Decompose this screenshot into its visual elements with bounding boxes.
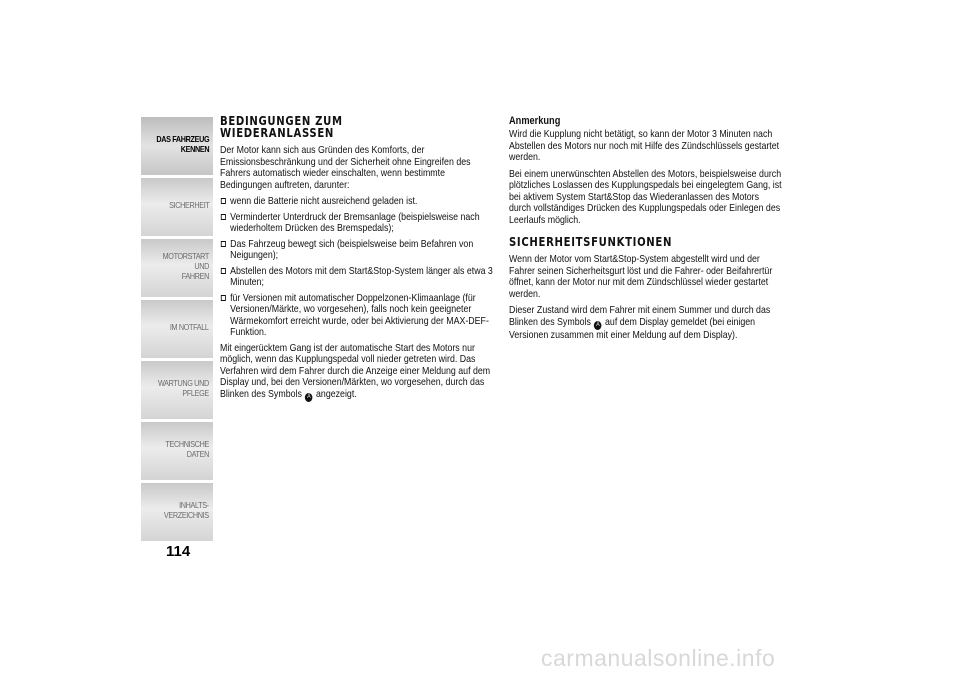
tab-im-notfall[interactable] — [141, 300, 213, 358]
note-paragraph: Bei einem unerwünschten Abstellen des Motors, beispielsweise durch plötzliches Loslassen des Kupplungspedals bei eingelegtem Gang, ist bei aktivem System Start&Stop das Wiederanlassen des Motors durch vollständiges Drücken des Kupplungspedals oder Einlegen des Leerlaufs möglich. — [509, 167, 782, 226]
intro-paragraph: Der Motor kann sich aus Gründen des Komforts, der Emissionsbeschränkung und der Sicherheit ohne Eingreifen des Fahrers automatisch wieder einschalten, wenn bestimmte Bedingungen auftreten, darunter: — [220, 144, 471, 191]
tab-technische-daten[interactable] — [141, 422, 213, 480]
right-column — [509, 115, 781, 346]
list-item: wenn die Batterie nicht ausreichend geladen ist. — [220, 196, 493, 208]
tab-label: INHALTS- VERZEICHNIS — [164, 500, 209, 520]
left-column — [220, 115, 492, 407]
tab-label: WARTUNG UND PFLEGE — [158, 378, 209, 398]
conditions-list — [220, 196, 493, 339]
watermark: carmanualsonline.info — [541, 645, 776, 671]
tab-wartung-und-pflege[interactable] — [141, 361, 213, 419]
section-heading-wiederanlassen: BEDINGUNGEN ZUM WIEDERANLASSEN — [220, 114, 343, 140]
note-paragraph: Wird die Kupplung nicht betätigt, so kann der Motor 3 Minuten nach Abstellen des Motors nur noch mit Hilfe des Zündschlüssels gestartet werden. — [509, 128, 780, 163]
closing-paragraph — [220, 343, 493, 402]
tab-label: DAS FAHRZEUG KENNEN — [156, 134, 209, 154]
tab-sicherheit[interactable] — [141, 178, 213, 236]
tab-motorstart-und-fahren[interactable] — [141, 239, 213, 297]
list-item: für Versionen mit automatischer Doppelzonen-Klimaanlage (für Versionen/Märkte, wo vorgesehen), falls noch kein geeigneter Wärmekomfort erreicht wurde, oder bei Aktivierung der MAX-DEF-Funktion. — [220, 293, 493, 339]
safety-text-end: auf dem Display gemeldet (bei einigen Versionen zusammen mit einer Meldung auf dem Display). — [509, 315, 756, 341]
tab-label: SICHERHEIT — [168, 200, 209, 210]
list-item: Abstellen des Motors mit dem Start&Stop-System länger als etwa 3 Minuten; — [220, 266, 493, 289]
section-heading-sicherheitsfunktionen: SICHERHEITSFUNKTIONEN — [509, 235, 673, 249]
safety-paragraph-symbol — [509, 305, 782, 341]
tab-inhaltsverzeichnis[interactable] — [141, 483, 213, 541]
closing-text: Mit eingerücktem Gang ist der automatische Start des Motors nur möglich, wenn das Kupplungspedal voll nieder getreten wird. Das Verfahren wird dem Fahrer durch die Anzeige einer Meldung auf dem Display und, bei den Versionen/Märkten, wo vorgesehen, durch das Blinken des Symbols — [220, 341, 491, 400]
tab-label: TECHNISCHE DATEN — [165, 439, 209, 459]
tab-label: MOTORSTART UND FAHREN — [162, 251, 209, 281]
closing-text-end: angezeigt. — [316, 387, 357, 400]
safety-text: Dieser Zustand wird dem Fahrer mit einem Summer und durch das Blinken des Symbols — [509, 304, 771, 328]
list-item: Das Fahrzeug bewegt sich (beispielsweise beim Befahren von Neigungen); — [220, 239, 493, 262]
list-item: Verminderter Unterdruck der Bremsanlage (beispielsweise nach wiederholtem Drücken des Bremspedals); — [220, 212, 493, 235]
page-number: 114 — [166, 543, 191, 560]
start-stop-icon: A — [594, 321, 602, 330]
tab-das-fahrzeug-kennen[interactable] — [141, 117, 213, 175]
safety-paragraph: Wenn der Motor vom Start&Stop-System abgestellt wird und der Fahrer seinen Sicherheitsgurt löst und die Fahrer- oder Beifahrertür öffnet, kann der Motor nur mit dem Zündschlüssel wieder gestartet werden. — [509, 253, 773, 300]
start-stop-icon: A — [305, 393, 313, 402]
tab-label: IM NOTFALL — [170, 322, 209, 332]
note-title: Anmerkung — [509, 115, 561, 127]
